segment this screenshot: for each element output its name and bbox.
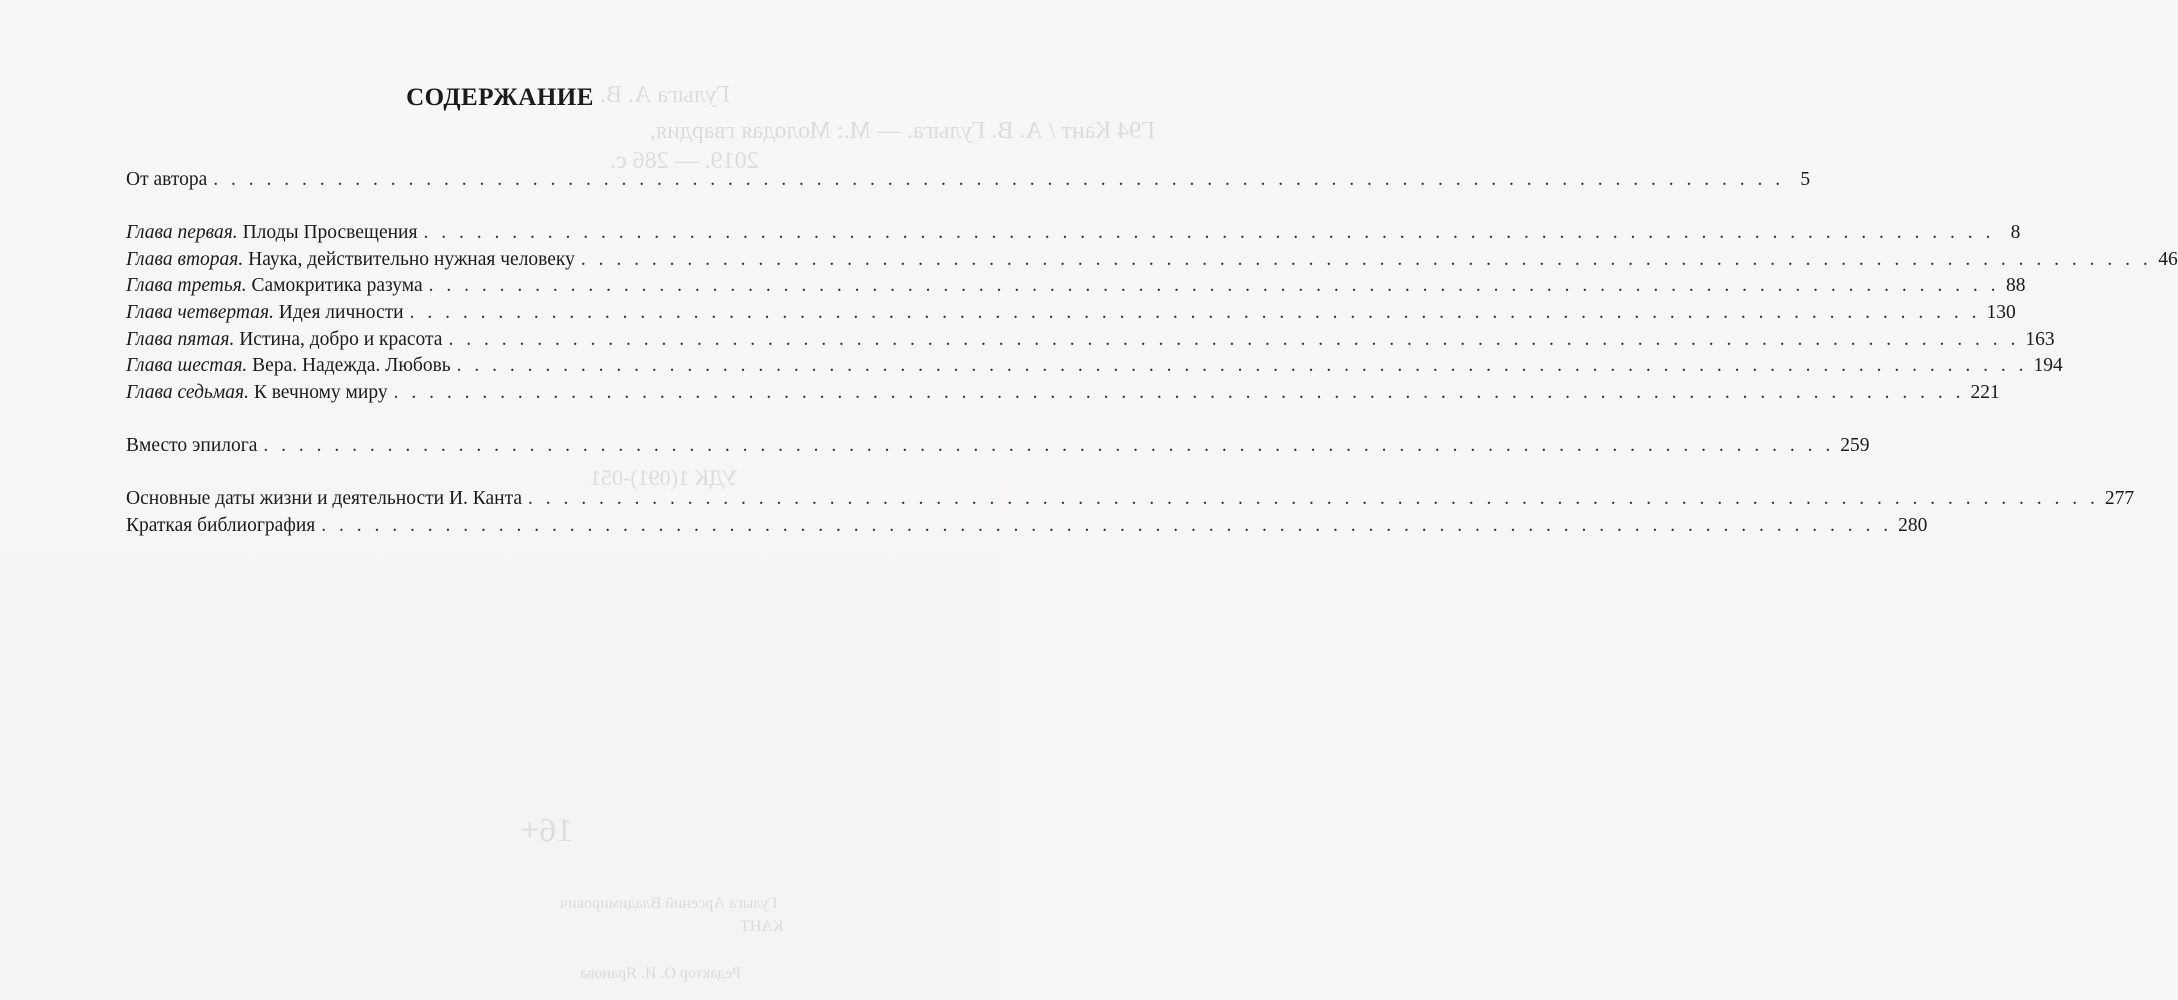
dot-leader xyxy=(410,302,1981,324)
show-through-text: КАНТ xyxy=(740,918,784,935)
page-number: 5 xyxy=(1800,169,1811,190)
dot-leader xyxy=(321,515,1892,537)
page-number: 130 xyxy=(1986,302,2016,323)
dot-leader xyxy=(581,249,2152,271)
dot-leader xyxy=(448,329,2019,351)
show-through-text: 16+ xyxy=(520,812,574,849)
page-number: 280 xyxy=(1898,515,1928,536)
page-number: 8 xyxy=(2010,222,2021,243)
page-number: 259 xyxy=(1840,435,1870,456)
dot-leader xyxy=(528,488,2099,510)
page-number: 88 xyxy=(2006,275,2026,296)
toc-entry: От автора . . . 5 xyxy=(126,169,851,199)
toc-entry: Глава седьмая. К вечному миру . . . 221 xyxy=(126,382,851,412)
show-through-text: Гулыга А. В. xyxy=(600,82,730,108)
toc-entry: Краткая библиография . . . 280 xyxy=(126,515,851,545)
toc-entry: Глава вторая. Наука, действительно нужная человеку . . . 46 xyxy=(126,249,851,279)
show-through-text: УДК 1(091)-051 xyxy=(590,465,738,490)
dot-leader xyxy=(429,275,2000,297)
toc-entry: Глава пятая. Истина, добро и красота . . . 163 xyxy=(126,329,851,359)
toc-entry: Глава третья. Самокритика разума . . . 88 xyxy=(126,275,851,305)
show-through-text: 2019. — 286 с. xyxy=(610,148,759,174)
show-through-text: Г94 Кант / А. В. Гулыга. — М.: Молодая гвардия, xyxy=(650,118,1155,144)
page-number: 163 xyxy=(2025,329,2055,350)
toc-entry: Глава шестая. Вера. Надежда. Любовь . . . 194 xyxy=(126,355,851,385)
toc-entry: Основные даты жизни и деятельности И. Канта . . . 277 xyxy=(126,488,851,518)
page-number: 46 xyxy=(2158,249,2178,270)
dot-leader xyxy=(457,355,2028,377)
page-number: 277 xyxy=(2104,488,2135,509)
page-number: 221 xyxy=(1970,382,2000,403)
dot-leader xyxy=(263,435,1834,457)
toc-entry: Глава первая. Плоды Просвещения . . . 8 xyxy=(126,222,851,252)
contents-heading: СОДЕРЖАНИЕ xyxy=(406,84,594,111)
page-number: 194 xyxy=(2033,355,2063,376)
dot-leader xyxy=(213,169,1784,191)
toc-entry: Глава четвертая. Идея личности . . . 130 xyxy=(126,302,851,332)
dot-leader xyxy=(423,222,1994,244)
show-through-text: Редактор О. И. Яранова xyxy=(580,965,742,982)
dot-leader xyxy=(394,382,1965,404)
toc-entry: Вместо эпилога . . . 259 xyxy=(126,435,851,465)
show-through-text: Гулыга Арсений Владимирович xyxy=(560,895,778,912)
